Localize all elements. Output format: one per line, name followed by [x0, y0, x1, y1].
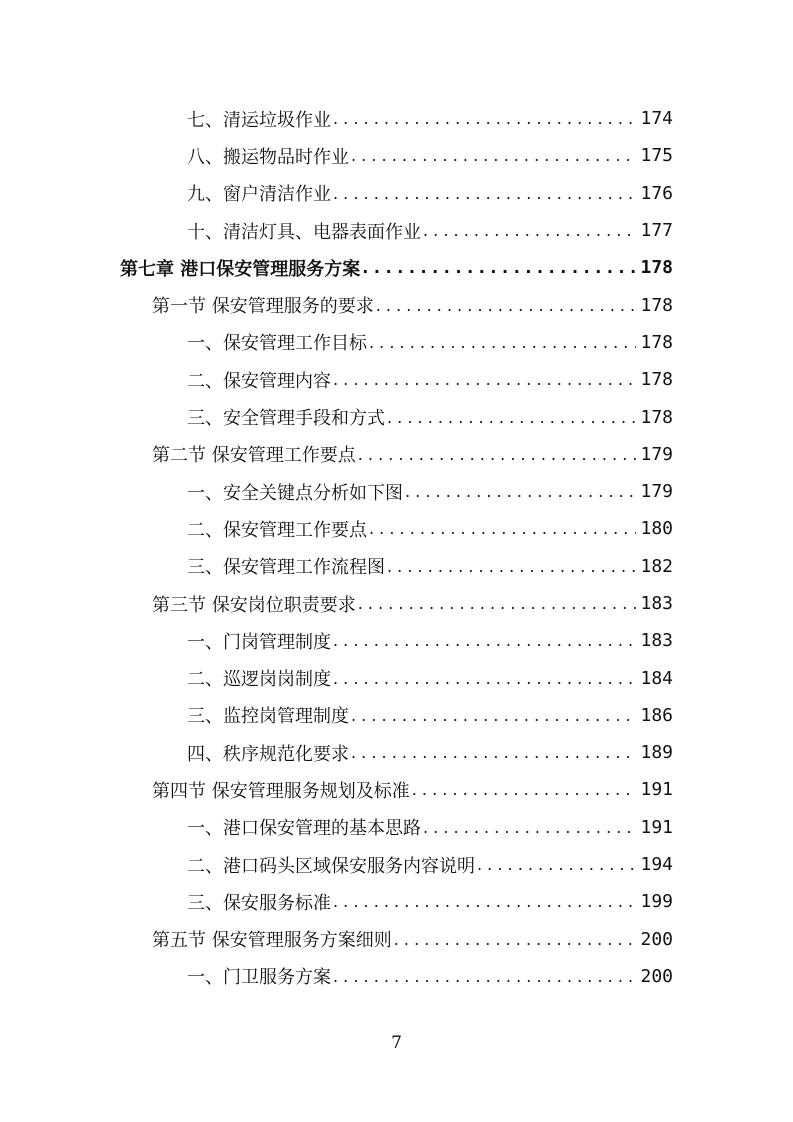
toc-subsection-entry[interactable] [0, 324, 793, 361]
toc-dot-leader [387, 557, 636, 576]
toc-subsection-entry[interactable] [0, 734, 793, 771]
toc-dot-leader [423, 818, 636, 837]
toc-entry-label: 第三节 保安岗位职责要求 [152, 594, 356, 616]
toc-dot-leader [405, 482, 636, 501]
toc-dot-leader [387, 408, 636, 427]
toc-entry-label: 二、保安管理工作要点 [187, 519, 367, 541]
toc-dot-leader [333, 631, 636, 650]
toc-entry-page: 200 [640, 928, 673, 950]
toc-dot-leader [412, 780, 637, 799]
toc-entry-label: 第二节 保安管理工作要点 [152, 445, 356, 467]
toc-entry-page: 182 [640, 555, 673, 577]
toc-entry-label: 一、港口保安管理的基本思路 [187, 818, 421, 840]
toc-entry-page: 178 [640, 331, 673, 353]
toc-subsection-entry[interactable] [0, 510, 793, 547]
toc-entry-page: 184 [640, 667, 673, 689]
toc-entry-label: 第七章 港口保安管理服务方案 [120, 258, 361, 280]
toc-subsection-entry[interactable] [0, 659, 793, 696]
toc-entry-label: 三、保安服务标准 [187, 892, 331, 914]
toc-dot-leader [358, 594, 637, 613]
toc-entry-label: 第五节 保安管理服务方案细则 [152, 930, 392, 952]
toc-entry-label: 第四节 保安管理服务规划及标准 [152, 780, 410, 802]
toc-subsection-entry[interactable] [0, 137, 793, 174]
toc-subsection-entry[interactable] [0, 697, 793, 734]
toc-entry-page: 180 [640, 518, 673, 540]
toc-subsection-entry[interactable] [0, 100, 793, 137]
toc-entry-page: 178 [640, 294, 673, 316]
toc-dot-leader [351, 706, 636, 725]
toc-dot-leader [369, 519, 636, 538]
toc-entry-label: 四、秩序规范化要求 [187, 743, 349, 765]
toc-dot-leader [362, 258, 636, 277]
toc-dot-leader [369, 333, 636, 352]
toc-entry-page: 199 [640, 891, 673, 913]
toc-entry-page: 183 [640, 593, 673, 614]
toc-subsection-entry[interactable] [0, 622, 793, 659]
toc-entry-label: 三、监控岗管理制度 [187, 706, 349, 728]
toc-subsection-entry[interactable] [0, 548, 793, 585]
toc-entry-page: 179 [640, 443, 673, 465]
toc-entry-page: 176 [640, 182, 673, 204]
toc-entry-page: 191 [640, 816, 673, 838]
toc-entry-label: 第一节 保安管理服务的要求 [152, 296, 374, 318]
toc-subsection-entry[interactable] [0, 398, 793, 435]
toc-entry-page: 175 [640, 145, 673, 167]
toc-subsection-entry[interactable] [0, 958, 793, 995]
toc-entry-page: 178 [640, 406, 673, 428]
toc-section-entry[interactable] [0, 286, 793, 323]
toc-subsection-entry[interactable] [0, 361, 793, 398]
toc-entry-page: 191 [640, 779, 673, 801]
page-number: 7 [391, 1033, 402, 1053]
toc-entry-page: 183 [640, 630, 673, 652]
toc-dot-leader [333, 184, 636, 203]
toc-dot-leader [333, 370, 636, 389]
toc-chapter-entry[interactable] [0, 249, 793, 286]
toc-section-entry[interactable] [0, 436, 793, 473]
toc-entry-label: 一、保安管理工作目标 [187, 333, 367, 355]
toc-entry-page: 174 [640, 108, 673, 130]
toc-section-entry[interactable] [0, 921, 793, 958]
toc-dot-leader [477, 855, 636, 874]
table-of-contents [0, 100, 793, 995]
toc-entry-page: 200 [640, 965, 673, 987]
toc-dot-leader [333, 967, 636, 986]
toc-entry-label: 十、清洁灯具、电器表面作业 [187, 221, 421, 243]
toc-subsection-entry[interactable] [0, 212, 793, 249]
toc-subsection-entry[interactable] [0, 883, 793, 920]
toc-entry-page: 178 [640, 257, 673, 279]
toc-dot-leader [351, 743, 636, 762]
toc-entry-page: 194 [640, 854, 673, 876]
toc-entry-page: 178 [640, 369, 673, 391]
toc-entry-page: 186 [640, 704, 673, 726]
toc-dot-leader [423, 221, 636, 240]
toc-subsection-entry[interactable] [0, 175, 793, 212]
toc-entry-label: 二、保安管理内容 [187, 370, 331, 392]
toc-subsection-entry[interactable] [0, 473, 793, 510]
toc-subsection-entry[interactable] [0, 809, 793, 846]
toc-dot-leader [376, 296, 637, 315]
toc-dot-leader [394, 930, 637, 949]
toc-section-entry[interactable] [0, 585, 793, 622]
toc-entry-label: 三、保安管理工作流程图 [187, 557, 385, 579]
toc-entry-label: 一、安全关键点分析如下图 [187, 482, 403, 504]
toc-dot-leader [333, 109, 636, 128]
toc-entry-label: 八、搬运物品时作业 [187, 146, 349, 168]
toc-entry-label: 七、清运垃圾作业 [187, 109, 331, 131]
toc-entry-label: 二、港口码头区域保安服务内容说明 [187, 855, 475, 877]
toc-entry-page: 189 [640, 742, 673, 764]
toc-section-entry[interactable] [0, 771, 793, 808]
toc-entry-page: 177 [640, 220, 673, 242]
toc-entry-label: 二、巡逻岗岗制度 [187, 669, 331, 691]
toc-entry-label: 一、门卫服务方案 [187, 967, 331, 989]
toc-dot-leader [351, 146, 636, 165]
toc-subsection-entry[interactable] [0, 846, 793, 883]
toc-entry-label: 一、门岗管理制度 [187, 631, 331, 653]
toc-entry-page: 179 [640, 481, 673, 503]
toc-dot-leader [333, 892, 636, 911]
toc-entry-label: 九、窗户清洁作业 [187, 184, 331, 206]
toc-dot-leader [358, 445, 637, 464]
toc-entry-label: 三、安全管理手段和方式 [187, 408, 385, 430]
toc-dot-leader [333, 669, 636, 688]
